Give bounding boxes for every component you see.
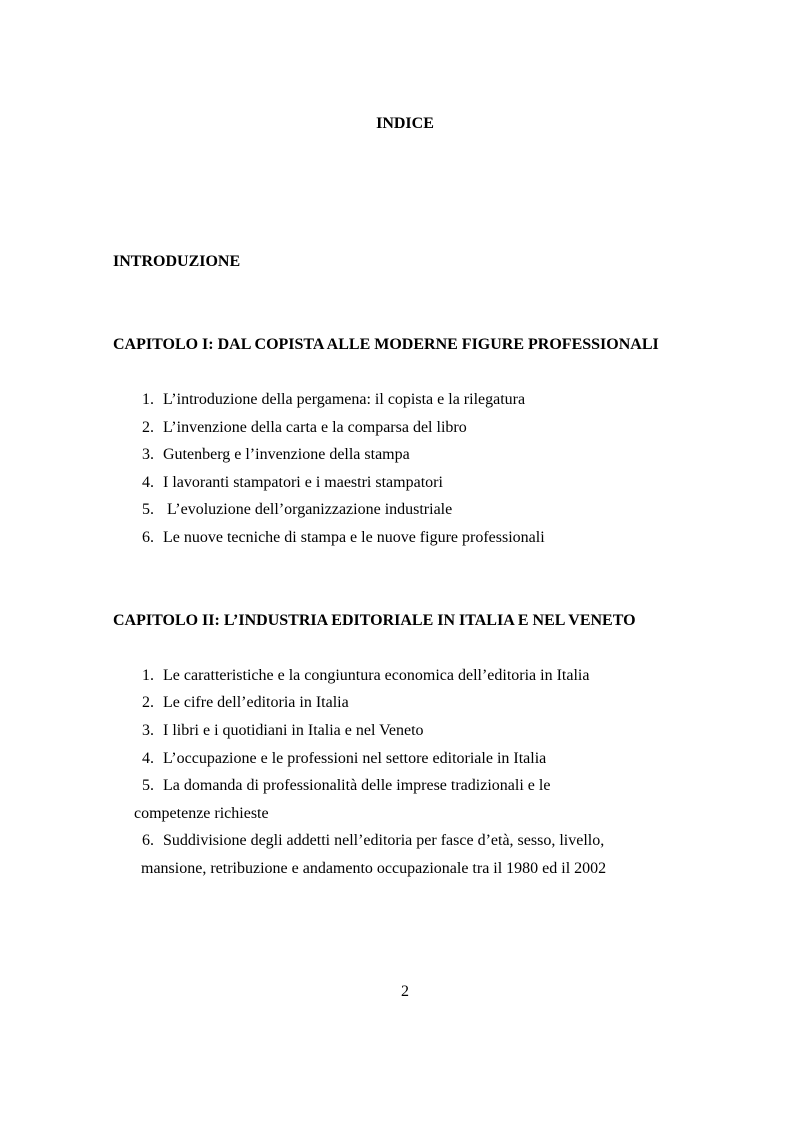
toc-item-continuation-line: competenze richieste	[134, 804, 269, 822]
toc-item	[113, 662, 697, 690]
document-title: INDICE	[376, 115, 434, 132]
toc-item-line	[113, 717, 697, 745]
toc-item-line	[113, 496, 697, 524]
item-number: 1.	[142, 390, 154, 408]
toc-item-line	[113, 469, 697, 497]
chapter-1-heading: CAPITOLO I: DAL COPISTA ALLE MODERNE FIGURE PROFESSIONALI	[113, 335, 659, 353]
item-number: 6.	[142, 832, 154, 850]
toc-item-line	[113, 745, 697, 773]
item-text: L’invenzione della carta e la comparsa del libro	[163, 418, 467, 436]
item-text: L’occupazione e le professioni nel settore editoriale in Italia	[163, 749, 547, 767]
item-text: I libri e i quotidiani in Italia e nel Veneto	[163, 722, 424, 740]
item-text: L’introduzione della pergamena: il copista e la rilegatura	[163, 390, 526, 408]
chapter-2-items	[113, 662, 697, 883]
toc-item	[113, 441, 697, 469]
item-text: La domanda di professionalità delle imprese tradizionali e le	[163, 777, 551, 795]
toc-item-line	[113, 414, 697, 442]
item-text: I lavoranti stampatori e i maestri stampatori	[163, 473, 443, 491]
toc-item	[113, 827, 697, 882]
toc-item	[113, 496, 697, 524]
page-number: 2	[401, 983, 409, 1000]
item-number: 2.	[142, 418, 154, 436]
toc-item-line	[113, 524, 697, 552]
item-number: 5.	[142, 777, 154, 795]
toc-item	[113, 745, 697, 773]
item-text: Le caratteristiche e la congiuntura economica dell’editoria in Italia	[163, 666, 590, 684]
item-text: Gutenberg e l’invenzione della stampa	[163, 446, 410, 464]
chapter-1-items	[113, 386, 697, 552]
toc-item	[113, 717, 697, 745]
introduction-heading: INTRODUZIONE	[113, 252, 241, 270]
toc-item-continuation-line: mansione, retribuzione e andamento occupazionale tra il 1980 ed il 2002	[141, 860, 607, 878]
toc-item	[113, 689, 697, 717]
toc-item	[113, 772, 697, 827]
toc-item	[113, 414, 697, 442]
chapter-2-heading: CAPITOLO II: L’INDUSTRIA EDITORIALE IN ITALIA E NEL VENETO	[113, 611, 636, 629]
toc-item-line	[113, 441, 697, 469]
item-number: 4.	[142, 749, 154, 767]
item-text: L’evoluzione dell’organizzazione industriale	[163, 501, 453, 519]
toc-item	[113, 386, 697, 414]
toc-item-line	[113, 689, 697, 717]
toc-item	[113, 524, 697, 552]
item-text: Suddivisione degli addetti nell’editoria per fasce d’età, sesso, livello,	[163, 832, 605, 850]
item-number: 3.	[142, 446, 154, 464]
chapters-container	[113, 331, 697, 883]
toc-item-line	[113, 662, 697, 690]
item-number: 6.	[142, 528, 154, 546]
toc-item-line	[113, 386, 697, 414]
item-number: 5.	[142, 501, 154, 519]
toc-item	[113, 469, 697, 497]
item-number: 4.	[142, 473, 154, 491]
item-number: 2.	[142, 694, 154, 712]
item-text: Le cifre dell’editoria in Italia	[163, 694, 349, 712]
toc-item-line	[113, 772, 697, 800]
item-text: Le nuove tecniche di stampa e le nuove figure professionali	[163, 528, 545, 546]
item-number: 3.	[142, 722, 154, 740]
toc-item-line	[113, 827, 697, 855]
item-number: 1.	[142, 666, 154, 684]
